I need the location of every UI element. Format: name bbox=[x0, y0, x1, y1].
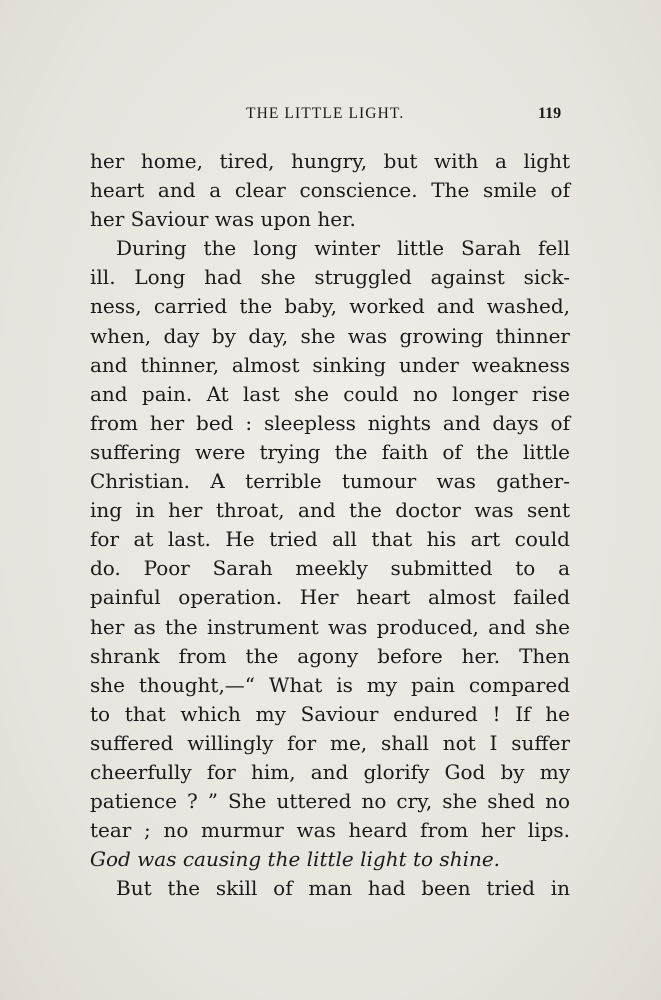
text-line: and thinner, almost sinking under weakness bbox=[90, 352, 570, 377]
text-line: patience ? ” She uttered no cry, she shed no bbox=[90, 789, 570, 814]
text-line: from her bed : sleepless nights and days of bbox=[90, 410, 570, 435]
text-line: suffering were trying the faith of the little bbox=[90, 439, 570, 464]
text-line: her home, tired, hungry, but with a light bbox=[90, 149, 570, 173]
text-line: cheerfully for him, and glorify God by my bbox=[90, 759, 570, 784]
text-line: painful operation. Her heart almost failed bbox=[90, 585, 570, 610]
text-line: ness, carried the baby, worked and washed, bbox=[90, 294, 570, 319]
text-line: to that which my Saviour endured ! If he bbox=[90, 701, 570, 726]
text-line: and pain. At last she could no longer rise bbox=[90, 381, 570, 406]
text-line: when, day by day, she was growing thinner bbox=[90, 323, 570, 348]
text-line: ill. Long had she struggled against sick- bbox=[90, 265, 570, 290]
text-line: shrank from the agony before her. Then bbox=[90, 643, 570, 668]
text-line: Christian. A terrible tumour was gather- bbox=[90, 469, 570, 494]
body-text bbox=[90, 147, 570, 903]
text-line: she thought,—“ What is my pain compared bbox=[90, 672, 570, 697]
text-line: tear ; no murmur was heard from her lips. bbox=[90, 818, 570, 843]
text-line: ing in her throat, and the doctor was sent bbox=[90, 498, 570, 523]
text-line: suffered willingly for me, shall not I suffer bbox=[90, 730, 570, 755]
running-head bbox=[0, 105, 661, 129]
italic-text-line: God was causing the little light to shine. bbox=[90, 847, 501, 872]
page-number: 119 bbox=[538, 105, 562, 122]
text-line: her Saviour was upon her. bbox=[90, 207, 356, 232]
text-line: for at last. He tried all that his art could bbox=[90, 527, 570, 552]
text-line: do. Poor Sarah meekly submitted to a bbox=[90, 556, 570, 581]
text-line: But the skill of man had been tried in bbox=[116, 876, 570, 901]
text-line: During the long winter little Sarah fell bbox=[116, 236, 570, 261]
text-line: heart and a clear conscience. The smile of bbox=[90, 178, 570, 203]
text-line: her as the instrument was produced, and she bbox=[90, 614, 570, 639]
running-head-title: THE LITTLE LIGHT. bbox=[246, 105, 405, 122]
